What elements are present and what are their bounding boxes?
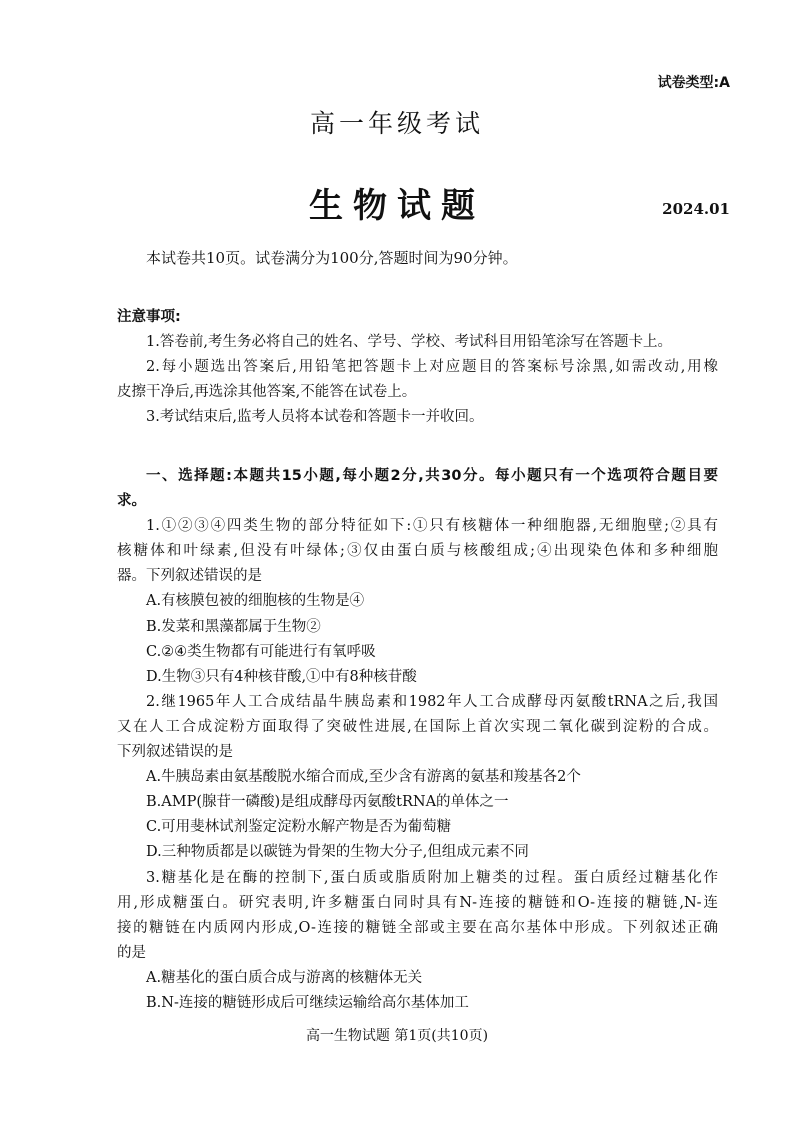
note-line: 3.考试结束后,监考人员将本试卷和答题卡一并收回。 bbox=[146, 409, 484, 426]
notes-section bbox=[117, 305, 718, 430]
question-stem: 用,形成糖蛋白。研究表明,许多糖蛋白同时具有N-连接的糖链和O-连接的糖链,N-连 bbox=[117, 894, 718, 911]
paper-type-label: 试卷类型:A bbox=[657, 75, 730, 91]
exam-date: 2024.01 bbox=[662, 200, 730, 218]
choice-section bbox=[117, 464, 718, 1016]
question-1 bbox=[117, 514, 718, 690]
notes-heading: 注意事项: bbox=[117, 309, 181, 325]
option-a: A.糖基化的蛋白质合成与游离的核糖体无关 bbox=[146, 969, 423, 986]
question-stem: 接的糖链在内质网内形成,O-连接的糖链全部或主要在高尔基体中形成。下列叙述正确 bbox=[117, 919, 718, 936]
question-stem: 2.继1965年人工合成结晶牛胰岛素和1982年人工合成酵母丙氨酸tRNA之后,我国 bbox=[146, 693, 718, 710]
question-stem: 3.糖基化是在酶的控制下,蛋白质或脂质附加上糖类的过程。蛋白质经过糖基化作 bbox=[146, 869, 718, 886]
section-heading: 一、选择题:本题共15小题,每小题2分,共30分。每小题只有一个选项符合题目要 bbox=[146, 468, 718, 484]
question-stem: 1.①②③④四类生物的部分特征如下:①只有核糖体一种细胞器,无细胞壁;②具有 bbox=[146, 518, 718, 535]
note-line: 2.每小题选出答案后,用铅笔把答题卡上对应题目的答案标号涂黑,如需改动,用橡 bbox=[146, 359, 718, 376]
exam-title: 高一年级考试 bbox=[309, 109, 484, 138]
question-stem: 器。下列叙述错误的是 bbox=[117, 568, 262, 585]
page-footer: 高一生物试题 第1页(共10页) bbox=[305, 1028, 489, 1044]
question-stem: 下列叙述错误的是 bbox=[117, 744, 233, 761]
question-stem: 又在人工合成淀粉方面取得了突破性进展,在国际上首次实现二氧化碳到淀粉的合成。 bbox=[117, 718, 718, 735]
option-d: D.生物③只有4种核苷酸,①中有8种核苷酸 bbox=[146, 668, 417, 685]
option-a: A.有核膜包被的细胞核的生物是④ bbox=[146, 593, 365, 610]
option-a: A.牛胰岛素由氨基酸脱水缩合而成,至少含有游离的氨基和羧基各2个 bbox=[146, 769, 581, 786]
intro-text: 本试卷共10页。试卷满分为100分,答题时间为90分钟。 bbox=[146, 249, 518, 267]
option-d: D.三种物质都是以碳链为骨架的生物大分子,但组成元素不同 bbox=[146, 844, 529, 861]
option-b: B.发菜和黑藻都属于生物② bbox=[146, 618, 321, 635]
question-2 bbox=[117, 690, 718, 866]
note-line: 皮擦干净后,再选涂其他答案,不能答在试卷上。 bbox=[117, 384, 417, 401]
subject-title: 生物试题 bbox=[309, 186, 485, 226]
question-stem: 核糖体和叶绿素,但没有叶绿体;③仅由蛋白质与核酸组成;④出现染色体和多种细胞 bbox=[117, 543, 718, 560]
option-b: B.AMP(腺苷一磷酸)是组成酵母丙氨酸tRNA的单体之一 bbox=[146, 794, 509, 811]
question-3 bbox=[117, 866, 718, 1017]
option-c: C.②④类生物都有可能进行有氧呼吸 bbox=[146, 643, 376, 660]
option-c: C.可用斐林试剂鉴定淀粉水解产物是否为葡萄糖 bbox=[146, 819, 452, 836]
section-heading: 求。 bbox=[117, 493, 146, 510]
question-stem: 的是 bbox=[117, 944, 146, 961]
note-line: 1.答卷前,考生务必将自己的姓名、学号、学校、考试科目用铅笔涂写在答题卡上。 bbox=[146, 334, 672, 351]
option-b: B.N-连接的糖链形成后可继续运输给高尔基体加工 bbox=[146, 994, 469, 1011]
